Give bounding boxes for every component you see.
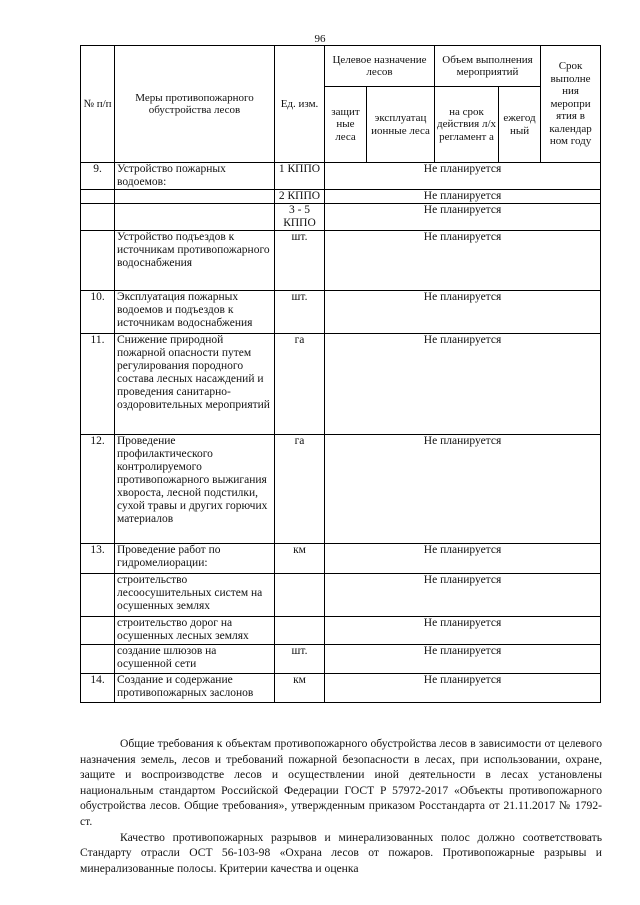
row-measure: строительство дорог на осушенных лесных землях [115,617,275,645]
page-number: 96 [314,33,326,45]
row-num: 12. [81,435,115,544]
row-unit: га [275,334,325,435]
header-per-period: на срок действия л/х регламент а [435,87,499,163]
row-measure: Эксплуатация пожарных водоемов и подъездов к источникам водоснабжения [115,291,275,334]
row-unit: км [275,674,325,703]
row-status: Не планируется [325,190,601,204]
row-unit: км [275,544,325,574]
row-num: 11. [81,334,115,435]
table-row [81,574,601,617]
row-status: Не планируется [325,435,601,544]
row-measure: Устройство пожарных водоемов: [115,163,275,190]
header-deadline: Срок выполне ния меропри ятия в календар ном году [541,46,601,163]
table-row [81,617,601,645]
table-row [81,645,601,674]
row-num: 10. [81,291,115,334]
row-measure: Проведение работ по гидромелиорации: [115,544,275,574]
header-row-1 [81,46,601,87]
row-measure: Устройство подъездов к источникам противопожарного водоснабжения [115,231,275,291]
paragraph: Общие требования к объектам противопожарного обустройства лесов в зависимости от целевого назначения земель, лесов и требований пожарной безопасности в лесах, при использовании, охране, защите и воспроизводстве лесов и осуществлении иной деятельности в лесах установлены национальным стандартом Российской Федерации ГОСТ Р 57972-2017 «Объекты противопожарного обустройства лесов. Общие требования», утвержденным приказом Росстандарта от 21.11.2017 № 1792-ст. [80,737,602,828]
header-measures: Меры противопожарного обустройства лесов [115,46,275,163]
table-row [81,674,601,703]
row-status: Не планируется [325,163,601,190]
row-unit: 2 КППО [275,190,325,204]
table-row [81,435,601,544]
row-unit: шт. [275,231,325,291]
header-unit: Ед. изм. [275,46,325,163]
row-status: Не планируется [325,674,601,703]
header-purpose: Целевое назначение лесов [325,46,435,87]
row-status: Не планируется [325,291,601,334]
row-status: Не планируется [325,231,601,291]
header-operational: эксплуатац ионные леса [367,87,435,163]
row-status: Не планируется [325,334,601,435]
table-row [81,190,601,204]
row-unit: шт. [275,645,325,674]
table-row [81,544,601,574]
row-status: Не планируется [325,645,601,674]
header-protective: защит ные леса [325,87,367,163]
paragraph: Качество противопожарных разрывов и минерализованных полос должно соответствовать Стандарту отрасли ОСТ 56-103-98 «Охрана лесов от пожаров. Противопожарные разрывы и минерализованные полосы. Критерии качества и оценка [80,830,602,875]
table-row [81,163,601,190]
row-measure: Снижение природной пожарной опасности путем регулирования породного состава лесных насаждений и проведения санитарно-оздоровительных мероприятий [115,334,275,435]
header-num: № п/п [81,46,115,163]
fire-protection-table [80,45,601,703]
row-measure: создание шлюзов на осушенной сети [115,645,275,674]
row-status: Не планируется [325,544,601,574]
body-text [80,736,602,876]
row-num: 9. [81,163,115,190]
row-unit: 1 КППО [275,163,325,190]
row-status: Не планируется [325,574,601,617]
table-row [81,204,601,231]
row-unit: 3 - 5 КППО [275,204,325,231]
row-unit: га [275,435,325,544]
table-row [81,231,601,291]
row-status: Не планируется [325,204,601,231]
row-num: 13. [81,544,115,574]
table-row [81,334,601,435]
header-volume: Объем выполнения мероприятий [435,46,541,87]
table-row [81,291,601,334]
row-measure: Проведение профилактического контролируемого противопожарного выжигания хвороста, лесной подстилки, сухой травы и других горючих материалов [115,435,275,544]
row-status: Не планируется [325,617,601,645]
row-measure: Создание и содержание противопожарных заслонов [115,674,275,703]
header-annual: ежегод ный [499,87,541,163]
row-unit: шт. [275,291,325,334]
row-num: 14. [81,674,115,703]
row-measure: строительство лесоосушительных систем на осушенных землях [115,574,275,617]
